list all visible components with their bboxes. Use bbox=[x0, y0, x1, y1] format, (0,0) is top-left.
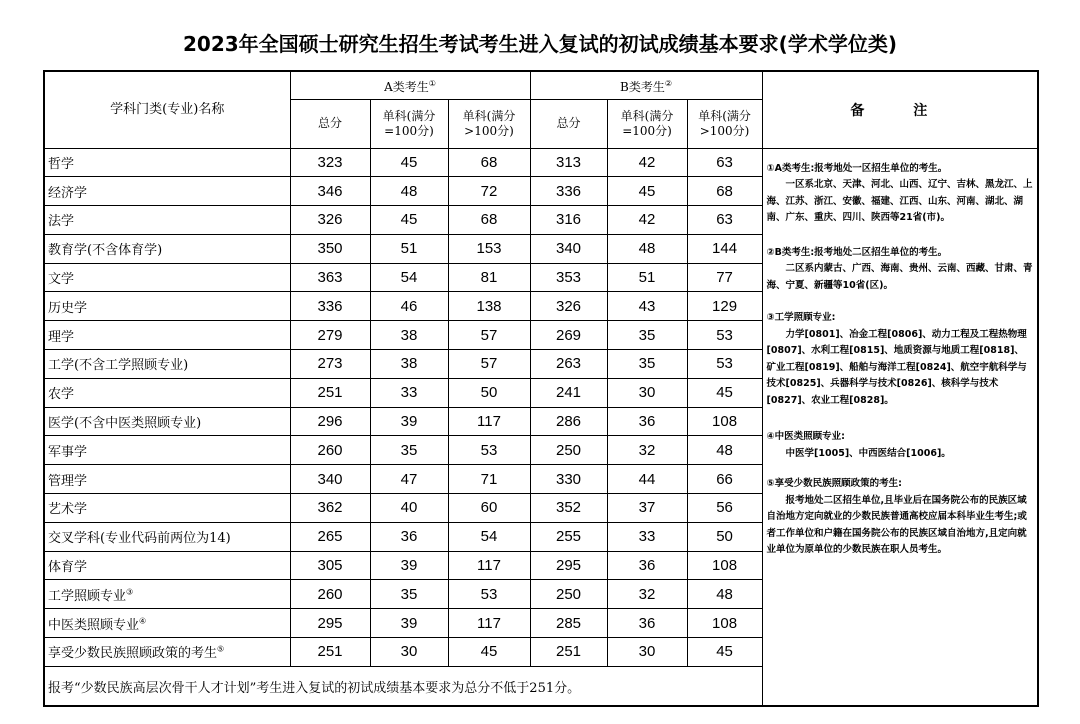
score-b-single-gt100: 48 bbox=[687, 436, 762, 465]
score-a-single-100: 35 bbox=[370, 580, 448, 609]
subject-name: 中医类照顾专业④ bbox=[44, 609, 290, 638]
subject-name: 哲学 bbox=[44, 148, 290, 177]
remark-note-title: ②B类考生:报考地处二区招生单位的考生。 bbox=[766, 246, 948, 258]
score-b-single-100: 36 bbox=[607, 551, 687, 580]
score-b-single-gt100: 53 bbox=[687, 321, 762, 350]
score-a-total: 323 bbox=[290, 148, 370, 177]
header-a-single-100: 单科(满分 =100分) bbox=[370, 99, 448, 148]
score-a-single-gt100: 50 bbox=[448, 378, 530, 407]
remark-note-title: ⑤享受少数民族照顾政策的考生: bbox=[766, 478, 902, 489]
score-b-single-gt100: 108 bbox=[687, 551, 762, 580]
subject-name: 管理学 bbox=[44, 465, 290, 494]
subject-name: 文学 bbox=[44, 263, 290, 292]
score-table bbox=[43, 70, 1039, 707]
score-a-single-100: 39 bbox=[370, 609, 448, 638]
score-b-total: 250 bbox=[530, 580, 607, 609]
score-b-total: 286 bbox=[530, 407, 607, 436]
score-b-single-gt100: 77 bbox=[687, 263, 762, 292]
remarks-notes bbox=[767, 161, 1034, 559]
score-b-single-gt100: 63 bbox=[687, 206, 762, 235]
remark-note bbox=[767, 476, 1034, 559]
score-a-single-100: 47 bbox=[370, 465, 448, 494]
score-b-single-100: 36 bbox=[607, 407, 687, 436]
subject-name: 理学 bbox=[44, 321, 290, 350]
score-b-single-100: 37 bbox=[607, 494, 687, 523]
score-b-total: 336 bbox=[530, 177, 607, 206]
score-a-total: 350 bbox=[290, 234, 370, 263]
score-b-total: 251 bbox=[530, 638, 607, 667]
score-a-total: 251 bbox=[290, 638, 370, 667]
remark-note-body: 报考地处二区招生单位,且毕业后在国务院公布的民族区域自治地方定向就业的少数民族普通高校应届本科毕业生考生;或者工作单位和户籍在国务院公布的民族区域自治地方,且定向就业单位为原单位的少数民族在职人员考生。 bbox=[766, 494, 1027, 555]
score-a-single-gt100: 117 bbox=[448, 551, 530, 580]
score-a-single-100: 35 bbox=[370, 436, 448, 465]
score-b-single-gt100: 108 bbox=[687, 609, 762, 638]
score-a-single-100: 36 bbox=[370, 522, 448, 551]
score-b-total: 295 bbox=[530, 551, 607, 580]
header-subject: 学科门类(专业)名称 bbox=[44, 71, 290, 148]
remarks-cell bbox=[762, 148, 1038, 706]
score-b-single-100: 42 bbox=[607, 206, 687, 235]
remark-note bbox=[767, 310, 1034, 409]
header-b-single-gt100: 单科(满分 >100分) bbox=[687, 99, 762, 148]
score-a-total: 336 bbox=[290, 292, 370, 321]
score-a-total: 305 bbox=[290, 551, 370, 580]
score-b-single-100: 43 bbox=[607, 292, 687, 321]
remark-note-title: ④中医类照顾专业: bbox=[766, 431, 845, 442]
score-b-total: 313 bbox=[530, 148, 607, 177]
subject-name: 军事学 bbox=[44, 436, 290, 465]
score-b-single-100: 45 bbox=[607, 177, 687, 206]
header-group-a: A类考生① bbox=[290, 71, 530, 99]
header-group-b: B类考生② bbox=[530, 71, 762, 99]
score-b-total: 241 bbox=[530, 378, 607, 407]
score-b-single-gt100: 108 bbox=[687, 407, 762, 436]
page-title: 2023年全国硕士研究生招生考试考生进入复试的初试成绩基本要求(学术学位类) bbox=[183, 32, 897, 56]
score-a-single-100: 39 bbox=[370, 551, 448, 580]
score-b-total: 340 bbox=[530, 234, 607, 263]
score-b-single-100: 48 bbox=[607, 234, 687, 263]
score-a-total: 326 bbox=[290, 206, 370, 235]
footnote-marker: ③ bbox=[126, 587, 134, 597]
score-b-single-gt100: 144 bbox=[687, 234, 762, 263]
score-a-single-100: 48 bbox=[370, 177, 448, 206]
score-a-single-100: 54 bbox=[370, 263, 448, 292]
subject-name: 法学 bbox=[44, 206, 290, 235]
subject-name: 工学照顾专业③ bbox=[44, 580, 290, 609]
subject-name: 历史学 bbox=[44, 292, 290, 321]
score-b-single-100: 32 bbox=[607, 436, 687, 465]
score-a-total: 295 bbox=[290, 609, 370, 638]
score-a-single-gt100: 71 bbox=[448, 465, 530, 494]
subject-name: 经济学 bbox=[44, 177, 290, 206]
score-a-single-100: 51 bbox=[370, 234, 448, 263]
score-b-single-gt100: 129 bbox=[687, 292, 762, 321]
score-b-total: 285 bbox=[530, 609, 607, 638]
score-a-total: 363 bbox=[290, 263, 370, 292]
score-b-single-gt100: 53 bbox=[687, 350, 762, 379]
score-a-single-100: 33 bbox=[370, 378, 448, 407]
score-b-single-100: 33 bbox=[607, 522, 687, 551]
score-a-single-gt100: 138 bbox=[448, 292, 530, 321]
score-b-single-100: 35 bbox=[607, 350, 687, 379]
score-a-total: 265 bbox=[290, 522, 370, 551]
score-b-single-gt100: 68 bbox=[687, 177, 762, 206]
score-b-total: 269 bbox=[530, 321, 607, 350]
score-a-total: 273 bbox=[290, 350, 370, 379]
score-b-total: 330 bbox=[530, 465, 607, 494]
score-b-total: 263 bbox=[530, 350, 607, 379]
score-b-single-100: 35 bbox=[607, 321, 687, 350]
score-a-total: 340 bbox=[290, 465, 370, 494]
subject-name: 享受少数民族照顾政策的考生⑤ bbox=[44, 638, 290, 667]
score-b-total: 326 bbox=[530, 292, 607, 321]
score-a-total: 279 bbox=[290, 321, 370, 350]
remark-note-body: 二区系内蒙古、广西、海南、贵州、云南、西藏、甘肃、青海、宁夏、新疆等10省(区)。 bbox=[766, 263, 1033, 291]
subject-name: 工学(不含工学照顾专业) bbox=[44, 350, 290, 379]
score-a-single-gt100: 57 bbox=[448, 350, 530, 379]
score-b-single-100: 30 bbox=[607, 638, 687, 667]
remark-note-body: 力学[0801]、冶金工程[0806]、动力工程及工程热物理[0807]、水利工程[0815]、地质资源与地质工程[0818]、矿业工程[0819]、船舶与海洋工程[0824]、航空宇航科学与技术[0825]、兵器科学与技术[0826]、核科学与技术[0827]、农业工程[0828]。 bbox=[766, 328, 1027, 406]
table-row bbox=[44, 148, 1038, 177]
score-a-total: 346 bbox=[290, 177, 370, 206]
score-b-single-100: 51 bbox=[607, 263, 687, 292]
score-b-single-100: 36 bbox=[607, 609, 687, 638]
remark-note-title: ③工学照顾专业: bbox=[766, 312, 836, 323]
score-a-single-gt100: 117 bbox=[448, 609, 530, 638]
score-a-single-100: 45 bbox=[370, 206, 448, 235]
score-a-single-gt100: 54 bbox=[448, 522, 530, 551]
footnote-marker: ⑤ bbox=[217, 645, 225, 655]
score-a-single-100: 39 bbox=[370, 407, 448, 436]
header-remarks: 备 注 bbox=[762, 71, 1038, 148]
score-a-single-100: 38 bbox=[370, 321, 448, 350]
header-b-single-100: 单科(满分 =100分) bbox=[607, 99, 687, 148]
score-b-single-gt100: 48 bbox=[687, 580, 762, 609]
score-a-single-gt100: 117 bbox=[448, 407, 530, 436]
remark-note-title: ①A类考生:报考地处一区招生单位的考生。 bbox=[766, 162, 948, 174]
score-a-total: 362 bbox=[290, 494, 370, 523]
score-b-single-gt100: 50 bbox=[687, 522, 762, 551]
score-a-single-gt100: 53 bbox=[448, 580, 530, 609]
subject-name: 体育学 bbox=[44, 551, 290, 580]
score-a-single-100: 45 bbox=[370, 148, 448, 177]
score-a-total: 260 bbox=[290, 436, 370, 465]
remark-note bbox=[767, 429, 1034, 462]
remark-note-body: 一区系北京、天津、河北、山西、辽宁、吉林、黑龙江、上海、江苏、浙江、安徽、福建、江西、山东、河南、湖北、湖南、广东、重庆、四川、陕西等21省(市)。 bbox=[766, 179, 1033, 223]
score-b-single-gt100: 66 bbox=[687, 465, 762, 494]
header-a-total: 总分 bbox=[290, 99, 370, 148]
remark-note-body: 中医学[1005]、中西医结合[1006]。 bbox=[785, 447, 951, 459]
score-a-single-gt100: 45 bbox=[448, 638, 530, 667]
score-b-single-gt100: 63 bbox=[687, 148, 762, 177]
score-a-single-gt100: 53 bbox=[448, 436, 530, 465]
score-b-single-100: 44 bbox=[607, 465, 687, 494]
score-b-total: 316 bbox=[530, 206, 607, 235]
score-b-single-100: 30 bbox=[607, 378, 687, 407]
score-a-single-100: 40 bbox=[370, 494, 448, 523]
score-b-single-100: 42 bbox=[607, 148, 687, 177]
score-a-single-gt100: 57 bbox=[448, 321, 530, 350]
footer-note: 报考“少数民族高层次骨干人才计划”考生进入复试的初试成绩基本要求为总分不低于251分。 bbox=[44, 666, 762, 706]
header-b-total: 总分 bbox=[530, 99, 607, 148]
score-b-single-gt100: 45 bbox=[687, 638, 762, 667]
score-a-single-100: 38 bbox=[370, 350, 448, 379]
score-a-single-gt100: 72 bbox=[448, 177, 530, 206]
remark-note bbox=[767, 245, 1034, 295]
subject-name: 医学(不含中医类照顾专业) bbox=[44, 407, 290, 436]
subject-name: 艺术学 bbox=[44, 494, 290, 523]
score-b-single-100: 32 bbox=[607, 580, 687, 609]
score-a-single-gt100: 68 bbox=[448, 148, 530, 177]
subject-name: 农学 bbox=[44, 378, 290, 407]
subject-name: 交叉学科(专业代码前两位为14) bbox=[44, 522, 290, 551]
score-a-total: 296 bbox=[290, 407, 370, 436]
score-b-total: 353 bbox=[530, 263, 607, 292]
score-b-total: 352 bbox=[530, 494, 607, 523]
remark-note bbox=[767, 161, 1034, 227]
score-a-single-gt100: 153 bbox=[448, 234, 530, 263]
score-b-single-gt100: 56 bbox=[687, 494, 762, 523]
score-b-single-gt100: 45 bbox=[687, 378, 762, 407]
score-a-total: 251 bbox=[290, 378, 370, 407]
footnote-marker: ④ bbox=[139, 616, 147, 626]
score-a-single-100: 46 bbox=[370, 292, 448, 321]
score-b-total: 255 bbox=[530, 522, 607, 551]
score-a-single-gt100: 81 bbox=[448, 263, 530, 292]
score-a-total: 260 bbox=[290, 580, 370, 609]
score-a-single-100: 30 bbox=[370, 638, 448, 667]
subject-name: 教育学(不含体育学) bbox=[44, 234, 290, 263]
header-a-single-gt100: 单科(满分 >100分) bbox=[448, 99, 530, 148]
score-b-total: 250 bbox=[530, 436, 607, 465]
score-a-single-gt100: 60 bbox=[448, 494, 530, 523]
score-a-single-gt100: 68 bbox=[448, 206, 530, 235]
